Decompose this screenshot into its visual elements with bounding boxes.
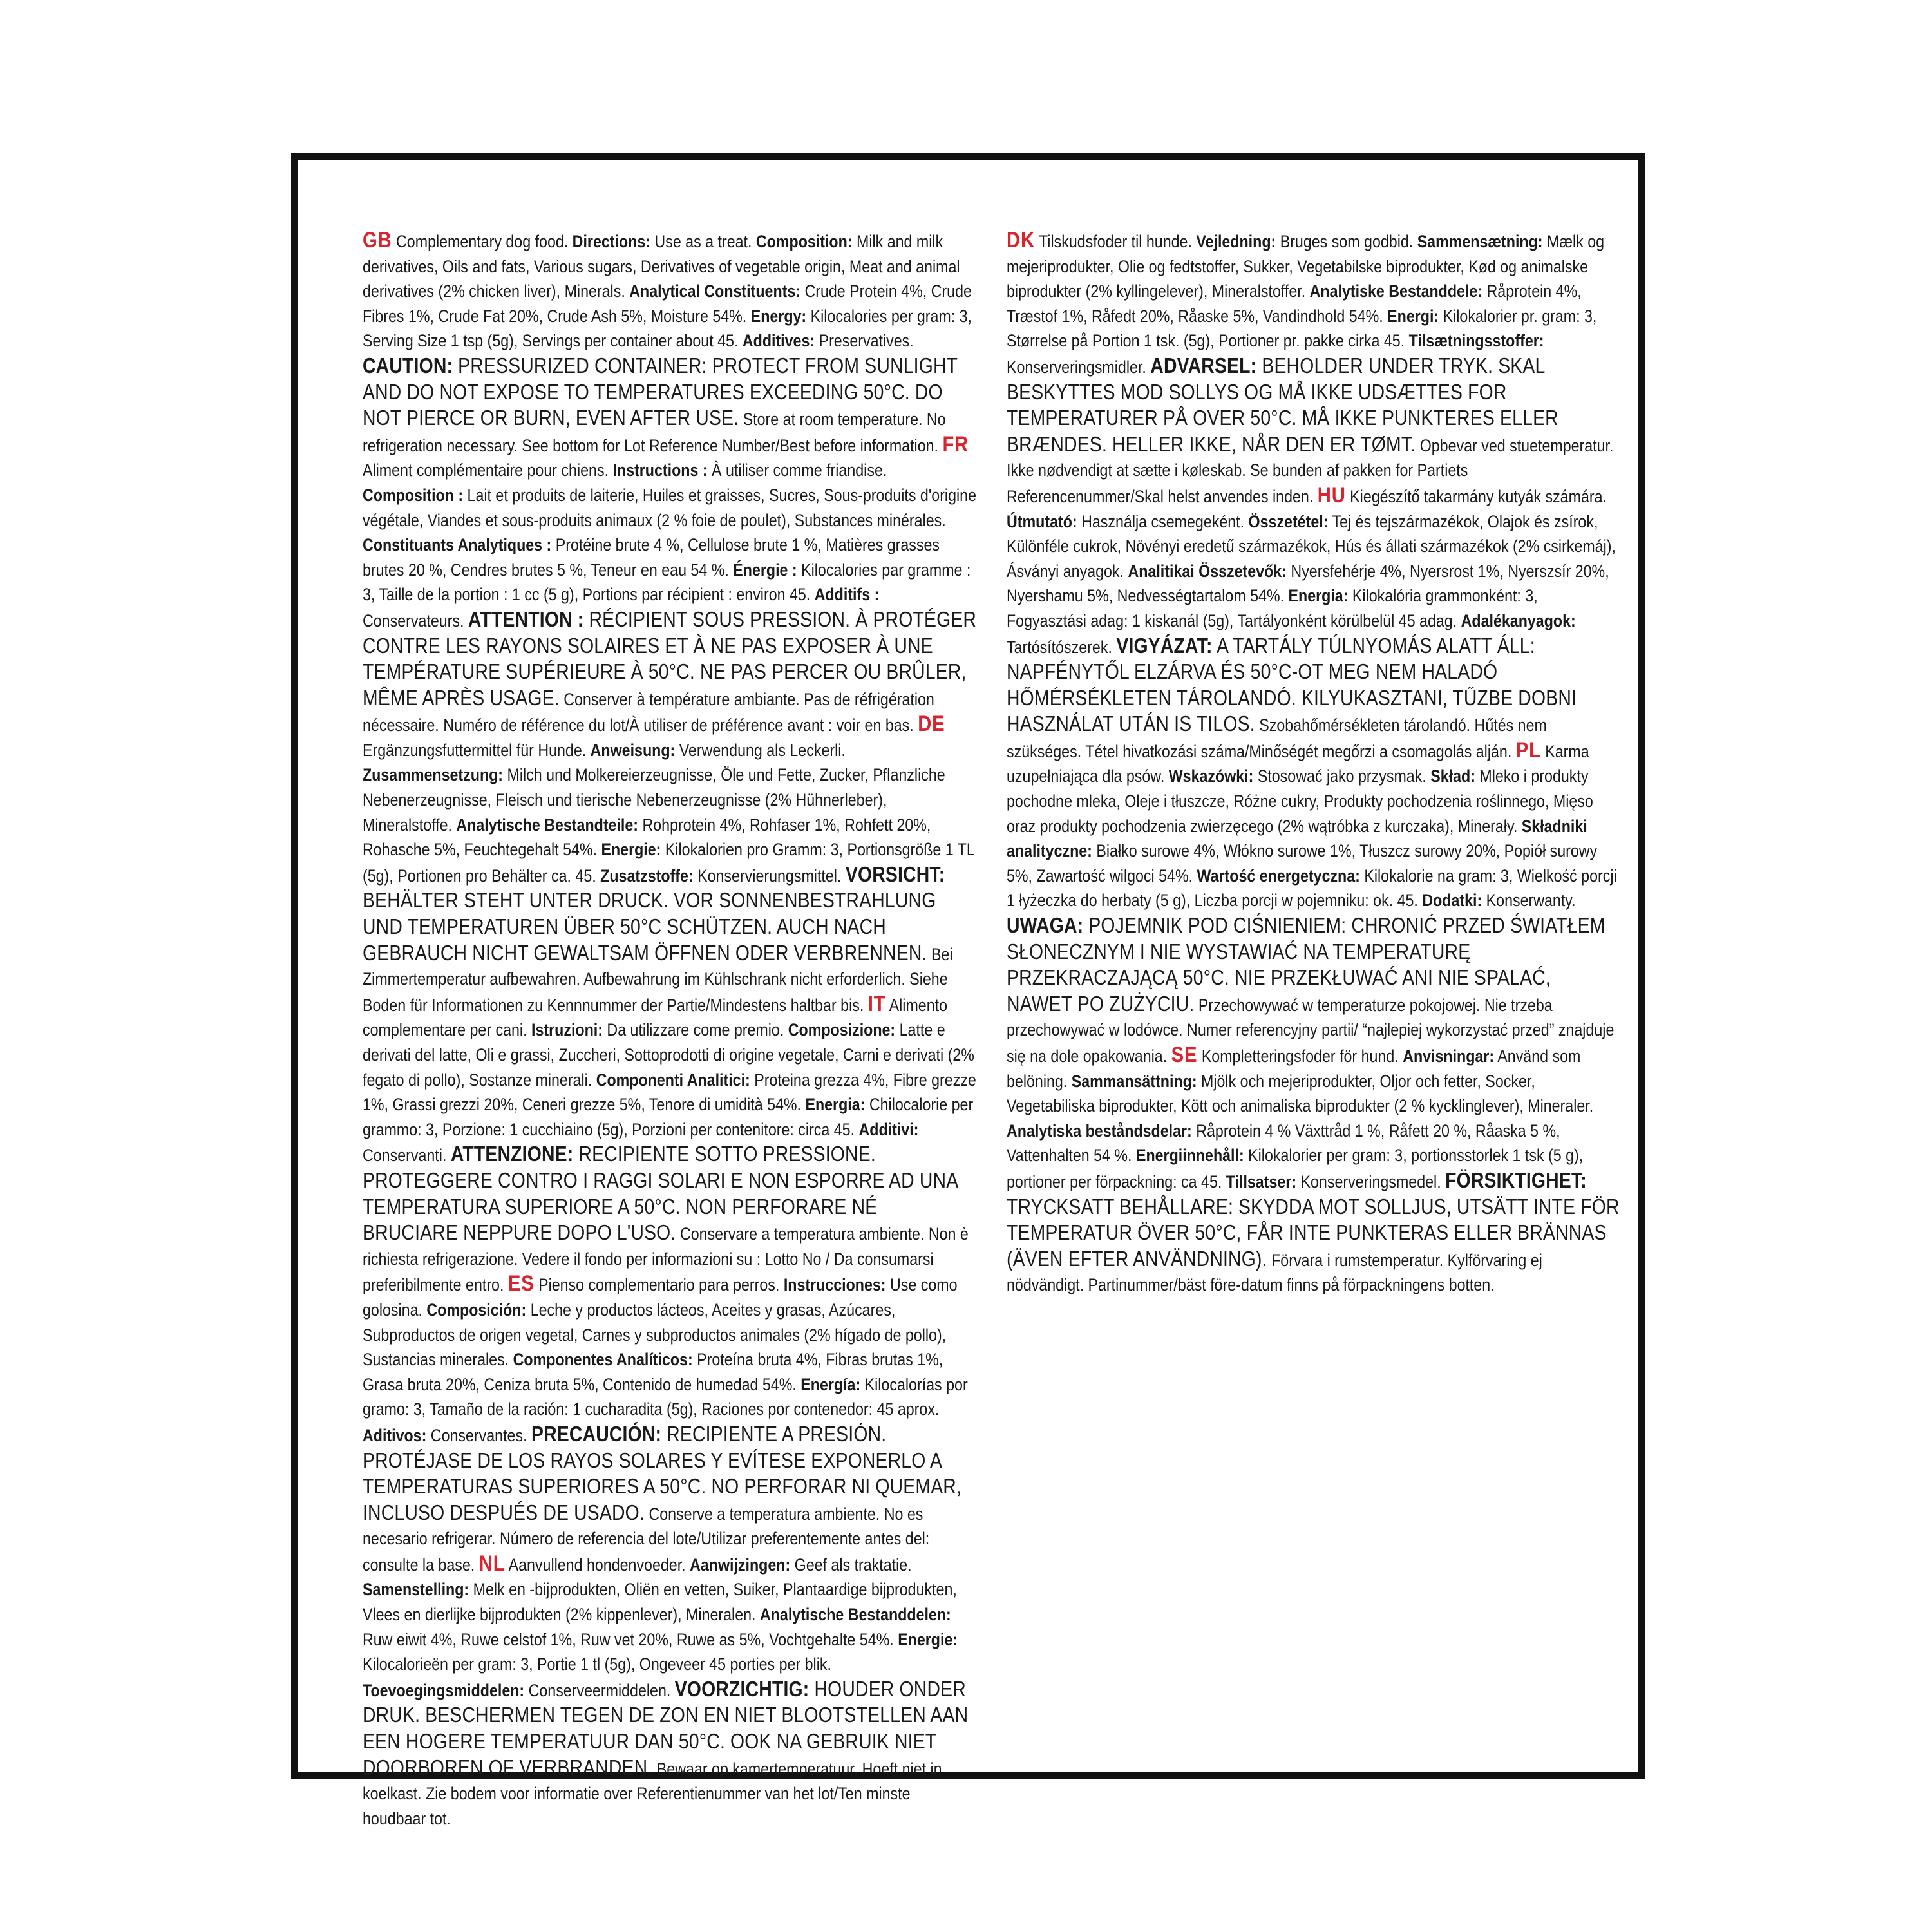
se-composition: Mjölk och mejeriprodukter, Oljor och fetter, Socker, Vegetabiliska biprodukter, Kött och animaliska biprodukter (2 % kycklinglever), Mineraler. [1007, 1071, 1594, 1116]
se-analytical-label: Analytiska beståndsdelar: [1007, 1121, 1192, 1141]
language-tag-se: SE [1171, 1043, 1198, 1067]
fr-composition-label: Composition : [363, 485, 464, 505]
nl-composition-label: Samenstelling: [363, 1580, 469, 1600]
nl-additives-label: Toevoegingsmiddelen: [363, 1680, 525, 1700]
fr-directions-label: Instructions : [612, 460, 708, 480]
nl-directions-label: Aanwijzingen: [690, 1555, 791, 1575]
se-caution: TRYCKSATT BEHÅLLARE: SKYDDA MOT SOLLJUS, UTSÄTT INTE FÖR TEMPERATUR ÖVER 50°C, FÅR INTE PUNKTERAS ELLER BRÄNNAS (ÄVEN EFTER ANVÄNDNING). [1007, 1194, 1620, 1271]
es-directions: Use como golosina. [363, 1275, 958, 1320]
hu-caution-label: VIGYÁZAT: [1116, 633, 1213, 658]
es-intro: Pienso complementario para perros. [538, 1275, 780, 1295]
hu-storage: Szobahőmérsékleten tárolandó. Hűtés nem szükséges. Tétel hivatkozási száma/Minőségét megőrzi a csomagolás alján. [1007, 715, 1547, 761]
pl-storage: Przechowywać w temperaturze pokojowej. Nie trzeba przechowywać w lodówce. Numer referencyjny partii/ “najlepiej wykorzystać przed” znajduje się na dole opakowania. [1007, 995, 1615, 1066]
dk-intro: Tilskudsfoder til hunde. [1038, 232, 1192, 251]
pl-analytical-label: Składniki analityczne: [1007, 816, 1587, 861]
hu-composition-label: Összetétel: [1248, 511, 1329, 531]
hu-directions: Használja csemegeként. [1081, 511, 1245, 531]
gb-energy: Kilocalories per gram: 3, Serving Size 1 tsp (5g), Servings per container about 45. [363, 306, 972, 351]
gb-composition-label: Composition: [755, 232, 853, 251]
gb-additives: Preservatives. [819, 331, 914, 351]
es-energy-label: Energía: [800, 1374, 861, 1394]
de-directions-label: Anweisung: [590, 740, 676, 760]
text-column-right [1007, 228, 1622, 1645]
fr-composition: Lait et produits de laiterie, Huiles et graisses, Sucres, Sous-produits d'origine végétale, Viandes et sous-produits animaux (2 % foie de poulet), Substances minérales. [363, 485, 976, 530]
fr-additives: Conservateurs. [363, 611, 464, 630]
se-additives-label: Tillsatser: [1226, 1171, 1297, 1191]
se-analytical: Råprotein 4 % Växttråd 1 %, Råfett 20 %, Råaska 5 %, Vattenhalten 54 %. [1007, 1121, 1560, 1166]
pl-directions-label: Wskazówki: [1168, 766, 1254, 786]
hu-caution: A TARTÁLY TÚLNYOMÁS ALATT ÁLL: NAPFÉNYTŐL ELZÁRVA ÉS 50°C-OT MEG NEM HALADÓ HŐMÉRSÉKLETEN TÁROLANDÓ. KILYUKASZTANI, TŰZBE DOBNI HASZNÁLAT UTÁN IS TILOS. [1007, 633, 1577, 736]
es-composition: Leche y productos lácteos, Aceites y grasas, Azúcares, Subproductos de origen vegetal, Carnes y subproductos animales (2% hígado de pollo), Sustancias minerales. [363, 1300, 947, 1370]
nl-additives: Conserveermiddelen. [528, 1680, 671, 1700]
es-caution: RECIPIENTE A PRESIÓN. PROTÉJASE DE LOS RAYOS SOLARES Y EVÍTESE EXPONERLO A TEMPERATURAS SUPERIORES A 50°C. NO PERFORAR NI QUEMAR, INCLUSO DESPUÉS DE USADO. [363, 1421, 962, 1524]
de-caution: BEHÄLTER STEHT UNTER DRUCK. VOR SONNENBESTRAHLUNG UND TEMPERATUREN ÜBER 50°C SCHÜTZEN. AUCH NACH GEBRAUCH NICHT GEWALTSAM ÖFFNEN ODER VERBRENNEN. [363, 888, 936, 965]
pl-directions: Stosować jako przysmak. [1257, 766, 1426, 786]
label-text-right [1007, 228, 1622, 1298]
de-composition-label: Zusammensetzung: [363, 765, 504, 785]
de-composition: Milch und Molkereierzeugnisse, Öle und Fette, Zucker, Pflanzliche Nebenerzeugnisse, Fleisch und tierische Nebenerzeugnisse (2% Hühnerleber), Mineralstoffe. [363, 765, 945, 835]
hu-directions-label: Útmutató: [1007, 511, 1077, 531]
pl-composition-label: Skład: [1430, 766, 1475, 786]
language-tag-hu: HU [1317, 482, 1346, 507]
it-additives-label: Additivi: [858, 1119, 919, 1139]
it-directions: Da utilizzare come premio. [607, 1020, 784, 1040]
label-text-left [363, 228, 978, 1831]
pl-intro: Karma uzupełniająca dla psów. [1007, 741, 1589, 786]
gb-additives-label: Additives: [742, 331, 815, 351]
it-composition-label: Composizione: [788, 1020, 896, 1040]
gb-analytical: Crude Protein 4%, Crude Fibres 1%, Crude Fat 20%, Crude Ash 5%, Moisture 54%. [363, 281, 972, 326]
it-intro: Alimento complementare per cani. [363, 995, 947, 1040]
it-analytical: Proteina grezza 4%, Fibre grezze 1%, Grassi grezzi 20%, Ceneri grezze 5%, Tenore di umidità 54%. [363, 1070, 976, 1115]
it-storage: Conservare a temperatura ambiente. Non è richiesta refrigerazione. Vedere il fondo per informazioni su : Lotto No / Da consumarsi preferibilmente entro. [363, 1224, 969, 1295]
dk-directions: Bruges som godbid. [1280, 232, 1414, 251]
fr-analytical-label: Constituants Analytiques : [363, 535, 552, 555]
de-caution-label: VORSICHT: [845, 862, 945, 886]
nl-analytical: Ruw eiwit 4%, Ruwe celstof 1%, Ruw vet 20%, Ruwe as 5%, Vochtgehalte 54%. [363, 1629, 894, 1649]
gb-directions: Use as a treat. [654, 232, 752, 251]
hu-additives-label: Adalékanyagok: [1461, 611, 1576, 630]
language-tag-de: DE [918, 712, 945, 737]
pl-composition: Mleko i produkty pochodne mleka, Oleje i tłuszcze, Różne cukry, Produkty pochodzenia roślinnego, Mięso oraz produkty pochodzenia zwierzęcego (2% wątróbka z kurczaka), Minerały. [1007, 766, 1593, 836]
gb-caution: PRESSURIZED CONTAINER: PROTECT FROM SUNLIGHT AND DO NOT EXPOSE TO TEMPERATURES EXCEEDING 50°C. DO NOT PIERCE OR BURN, EVEN AFTER USE. [363, 353, 958, 430]
hu-analytical: Nyersfehérje 4%, Nyersrost 1%, Nyerszsír 20%, Nyershamu 5%, Nedvességtartalom 54%. [1007, 561, 1609, 606]
dk-additives-label: Tilsætningsstoffer: [1408, 331, 1544, 351]
de-additives-label: Zusatzstoffe: [600, 866, 694, 886]
dk-directions-label: Vejledning: [1196, 232, 1276, 251]
de-energy: Kilokalorien pro Gramm: 3, Portionsgröße 1 TL (5g), Portionen pro Behälter ca. 45. [363, 840, 974, 886]
it-energy: Chilocalorie per grammo: 3, Porzione: 1 cucchiaino (5g), Porzioni per contenitore: circa 45. [363, 1095, 974, 1139]
de-intro: Ergänzungsfuttermittel für Hunde. [363, 740, 587, 760]
language-tag-dk: DK [1007, 228, 1035, 252]
es-energy: Kilocalorías por gramo: 3, Tamaño de la ración: 1 cucharadita (5g), Raciones por contenedor: 45 aprox. [363, 1374, 968, 1419]
es-analytical: Proteína bruta 4%, Fibras brutas 1%, Grasa bruta 20%, Ceniza bruta 5%, Contenido de humedad 54%. [363, 1350, 943, 1394]
dk-composition: Mælk og mejeriprodukter, Olie og fedtstoffer, Sukker, Vegetabilske biprodukter, Kød og animalske biprodukter (2% kyllingelever), Mineralstoffer. [1007, 232, 1605, 301]
dk-additives: Konserveringsmidler. [1007, 357, 1146, 377]
it-analytical-label: Componenti Analitici: [596, 1070, 750, 1090]
de-analytical: Rohprotein 4%, Rohfaser 1%, Rohfett 20%, Rohasche 5%, Feuchtegehalt 54%. [363, 815, 931, 860]
nl-composition: Melk en -bijprodukten, Oliën en vetten, Suiker, Plantaardige bijprodukten, Vlees en dierlijke bijprodukten (2% kippenlever), Mineralen. [363, 1580, 957, 1625]
dk-analytical: Råprotein 4%, Træstof 1%, Råfedt 20%, Råaske 5%, Vandindhold 54%. [1007, 281, 1582, 326]
nl-energy-label: Energie: [898, 1629, 958, 1649]
fr-caution-label: ATTENTION : [468, 607, 584, 631]
hu-energy: Kilokalória grammonként: 3, Fogyasztási adag: 1 kiskanál (5g), Tartályonként körülbelül 45 adag. [1007, 586, 1538, 630]
pl-analytical: Białko surowe 4%, Włókno surowe 1%, Tłuszcz surowy 20%, Popiół surowy 5%, Zawartość wilgoci 54%. [1007, 841, 1598, 886]
fr-directions: À utiliser comme friandise. [712, 460, 887, 480]
dk-caution: BEHOLDER UNDER TRYK. SKAL BESKYTTES MOD SOLLYS OG MÅ IKKE UDSÆTTES FOR TEMPERATURER PÅ OVER 50°C. MÅ IKKE PUNKTERES ELLER BRÆNDES. HELLER IKKE, NÅR DEN ER TØMT. [1007, 353, 1558, 456]
de-storage: Bei Zimmertemperatur aufbewahren. Aufbewahrung im Kühlschrank nicht erforderlich. Siehe Boden für Informationen zu Kennnummer der Partie/Mindestens haltbar bis. [363, 944, 953, 1015]
gb-analytical-label: Analytical Constituents: [629, 281, 801, 301]
dk-composition-label: Sammensætning: [1417, 232, 1543, 251]
fr-storage: Conserver à température ambiante. Pas de réfrigération nécessaire. Numéro de référence du lot/À utiliser de préférence avant : voir en bas. [363, 689, 934, 735]
fr-caution: RÉCIPIENT SOUS PRESSION. À PROTÉGER CONTRE LES RAYONS SOLAIRES ET À NE PAS EXPOSER À UNE TEMPÉRATURE SUPÉRIEURE À 50°C. NE PAS PERCER OU BRÛLER, MÊME APRÈS USAGE. [363, 607, 977, 710]
fr-energy-label: Énergie : [733, 560, 797, 580]
gb-intro: Complementary dog food. [396, 232, 569, 251]
it-caution-label: ATTENZIONE: [450, 1142, 574, 1166]
se-directions: Använd som belöning. [1007, 1046, 1581, 1091]
pl-energy: Kilokalorie na gram: 3, Wielkość porcji 1 łyżeczka do herbaty (5 g), Liczba porcji w pojemniku: ok. 45. [1007, 866, 1617, 911]
dk-caution-label: ADVARSEL: [1150, 353, 1257, 377]
label-panel [291, 153, 1645, 1828]
de-analytical-label: Analytische Bestandteile: [456, 815, 639, 835]
es-caution-label: PRECAUCIÓN: [531, 1421, 662, 1446]
pl-caution-label: UWAGA: [1007, 913, 1084, 938]
se-intro: Kompletteringsfoder för hund. [1201, 1046, 1399, 1066]
language-tag-gb: GB [363, 228, 392, 252]
es-storage: Conserve a temperatura ambiente. No es necesario refrigerar. Número de referencia del lote/Utilizar preferentemente antes del: consulte la base. [363, 1504, 930, 1575]
dk-energy: Kilokalorier pr. gram: 3, Størrelse på Portion 1 tsk. (5g), Portioner pr. pakke cirka 45. [1007, 306, 1597, 351]
hu-intro: Kiegészítő takarmány kutyák számára. [1350, 486, 1607, 506]
dk-energy-label: Energi: [1387, 306, 1439, 326]
it-directions-label: Istruzioni: [531, 1020, 603, 1040]
gb-composition: Milk and milk derivatives, Oils and fats, Various sugars, Derivatives of vegetable origin, Meat and animal derivatives (2% chicken liver), Minerals. [363, 232, 960, 301]
it-composition: Latte e derivati del latte, Oli e grassi, Zuccheri, Sottoprodotti di origine vegetale, Carni e derivati (2% fegato di pollo), Sostanze minerali. [363, 1020, 974, 1090]
de-energy-label: Energie: [601, 840, 661, 860]
nl-directions: Geef als traktatie. [794, 1555, 912, 1575]
es-composition-label: Composición: [426, 1300, 527, 1320]
it-additives: Conservanti. [363, 1146, 447, 1166]
it-caution: RECIPIENTE SOTTO PRESSIONE. PROTEGGERE CONTRO I RAGGI SOLARI E NON ESPORRE AD UNA TEMPERATURA SUPERIORE A 50°C. NON PERFORARE NÉ BRUCIARE NEPPURE DOPO L'USO. [363, 1142, 958, 1245]
fr-additives-label: Additifs : [814, 585, 880, 605]
nl-caution: HOUDER ONDER DRUK. BESCHERMEN TEGEN DE ZON EN NIET BLOOTSTELLEN AAN EEN HOGERE TEMPERATUUR DAN 50°C. OOK NA GEBRUIK NIET DOORBOREN OF VERBRANDEN. [363, 1676, 969, 1779]
es-additives: Conservantes. [430, 1425, 527, 1445]
pl-additives-label: Dodatki: [1422, 891, 1482, 911]
es-additives-label: Aditivos: [363, 1425, 427, 1445]
se-storage: Förvara i rumstemperatur. Kylförvaring ej nödvändigt. Partinummer/bäst före-datum finns på förpackningens botten. [1007, 1250, 1542, 1295]
gb-caution-label: CAUTION: [363, 353, 453, 377]
se-directions-label: Anvisningar: [1403, 1046, 1495, 1066]
text-column-left [363, 228, 978, 1828]
language-tag-es: ES [507, 1271, 535, 1296]
es-analytical-label: Componentes Analíticos: [513, 1350, 693, 1370]
es-directions-label: Instrucciones: [783, 1275, 886, 1295]
de-additives: Konservierungsmittel. [697, 866, 842, 886]
fr-energy: Kilocalories par gramme : 3, Taille de la portion : 1 cc (5 g), Portions par récipient : environ 45. [363, 560, 971, 605]
hu-analytical-label: Analitikai Összetevők: [1128, 561, 1287, 581]
nl-caution-label: VOORZICHTIG: [674, 1676, 810, 1701]
se-energy: Kilokalorier per gram: 3, portionsstorlek 1 tsk (5 g), portioner per förpackning: ca 45. [1007, 1146, 1584, 1191]
de-directions: Verwendung als Leckerli. [679, 740, 846, 760]
nl-storage: Bewaar op kamertemperatuur. Hoeft niet in koelkast. Zie bodem voor informatie over Referentienummer van het lot/Ten minste houdbaar tot. [363, 1759, 942, 1828]
language-tag-nl: NL [478, 1551, 506, 1576]
hu-energy-label: Energia: [1288, 586, 1349, 606]
hu-additives: Tartósítószerek. [1007, 637, 1112, 657]
language-tag-it: IT [867, 991, 886, 1016]
pl-energy-label: Wartość energetyczna: [1197, 866, 1360, 886]
dk-analytical-label: Analytiske Bestanddele: [1309, 281, 1483, 301]
gb-energy-label: Energy: [750, 306, 807, 326]
se-caution-label: FÖRSIKTIGHET: [1445, 1168, 1587, 1192]
pl-additives: Konserwanty. [1486, 891, 1576, 911]
nl-intro: Aanvullend hondenvoeder. [508, 1555, 686, 1575]
language-tag-fr: FR [942, 431, 969, 457]
gb-storage: Store at room temperature. No refrigeration necessary. See bottom for Lot Reference Number/Best before information. [363, 410, 946, 455]
nl-analytical-label: Analytische Bestanddelen: [759, 1605, 951, 1625]
pl-caution: POJEMNIK POD CIŚNIENIEM: CHRONIĆ PRZED ŚWIATŁEM SŁONECZNYM I NIE WYSTAWIAĆ NA TEMPERATURĘ PRZEKRACZAJĄCĄ 50°C. NIE PRZEKŁUWAĆ ANI NIE SPALAĆ, NAWET PO ZUŻYCIU. [1007, 913, 1605, 1016]
gb-directions-label: Directions: [572, 232, 650, 251]
fr-analytical: Protéine brute 4 %, Cellulose brute 1 %, Matières grasses brutes 20 %, Cendres brutes 5 %, Teneur en eau 54 %. [363, 535, 940, 580]
se-composition-label: Sammansättning: [1071, 1071, 1197, 1091]
hu-composition: Tej és tejszármazékok, Olajok és zsírok, Különféle cukrok, Növényi eredetű származékok, Hús és állati származékok (2% csirkemáj), Ásványi anyagok. [1007, 511, 1616, 581]
se-additives: Konserveringsmedel. [1300, 1171, 1441, 1191]
it-energy-label: Energia: [805, 1095, 866, 1115]
fr-intro: Aliment complémentaire pour chiens. [363, 460, 609, 480]
language-tag-pl: PL [1515, 737, 1541, 762]
dk-storage: Opbevar ved stuetemperatur. Ikke nødvendigt at sætte i køleskab. Se bunden af pakken for Partiets Referencenummer/Skal helst anvendes inden. [1007, 435, 1614, 506]
nl-energy: Kilocalorieën per gram: 3, Portie 1 tl (5g), Ongeveer 45 porties per blik. [363, 1654, 831, 1674]
se-energy-label: Energiinnehåll: [1135, 1146, 1244, 1166]
